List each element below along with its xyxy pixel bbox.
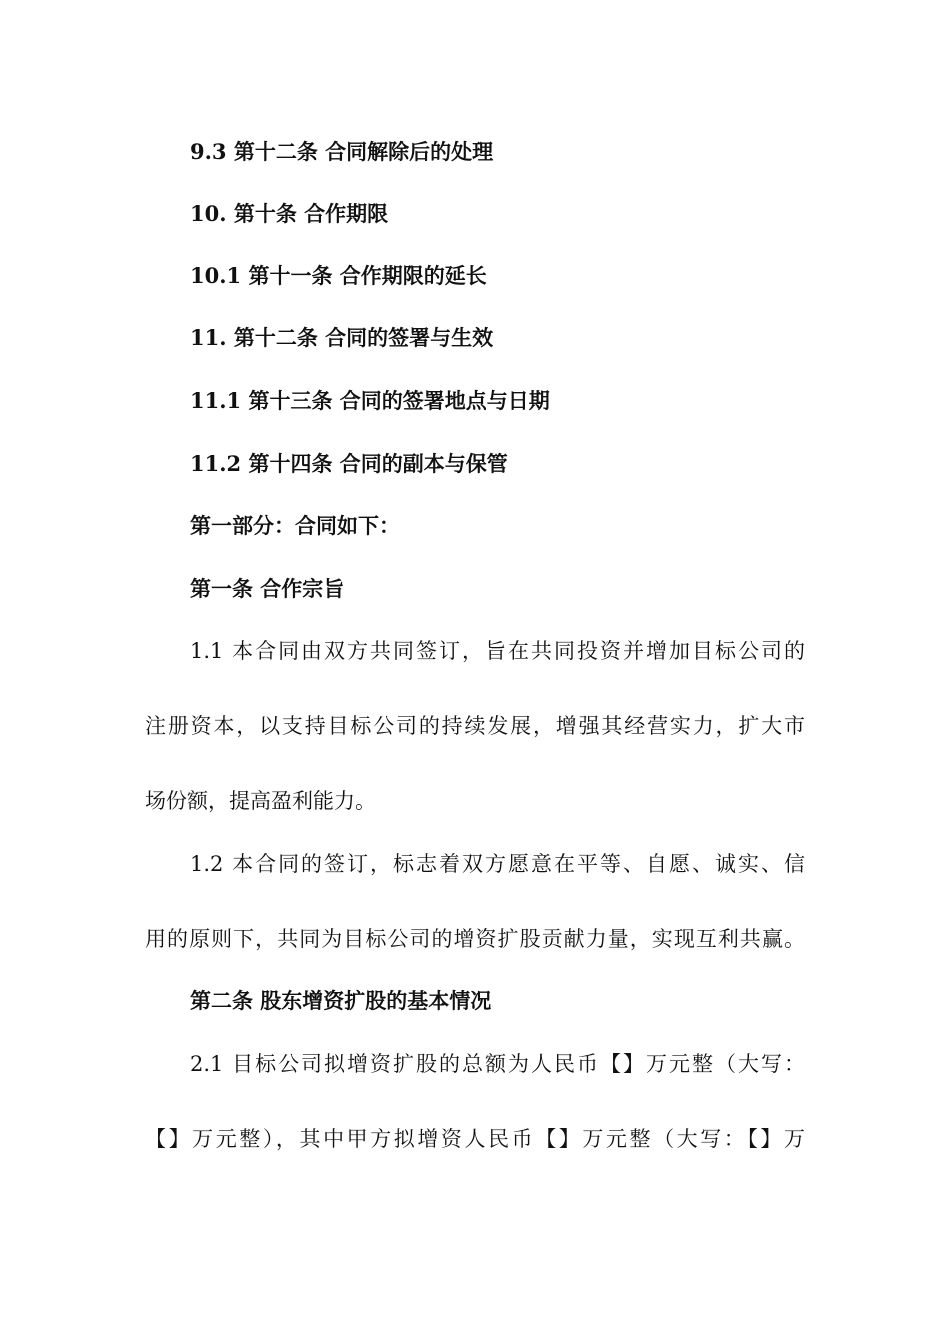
- article-1-p1-line2: 注册资本，以支持目标公司的持续发展，增强其经营实力，扩大市: [145, 714, 805, 738]
- heading-11: 11. 第十二条 合同的签署与生效: [190, 325, 494, 350]
- article-1-p1-line3: 场份额，提高盈利能力。: [145, 789, 376, 813]
- article-1-p1-line1: 1.1 本合同由双方共同签订，旨在共同投资并增加目标公司的: [190, 639, 805, 663]
- article-2-heading: 第二条 股东增资扩股的基本情况: [190, 988, 492, 1013]
- heading-10: 10. 第十条 合作期限: [190, 201, 389, 226]
- heading-11-2: 11.2 第十四条 合同的副本与保管: [190, 451, 508, 476]
- part-one-heading: 第一部分：合同如下：: [190, 513, 400, 538]
- article-2-p1-line1: 2.1 目标公司拟增资扩股的总额为人民币【】万元整（大写：: [190, 1052, 805, 1076]
- heading-10-1: 10.1 第十一条 合作期限的延长: [190, 263, 487, 288]
- article-1-heading: 第一条 合作宗旨: [190, 576, 345, 601]
- article-1-p2-line1: 1.2 本合同的签订，标志着双方愿意在平等、自愿、诚实、信: [190, 852, 805, 876]
- heading-11-1: 11.1 第十三条 合同的签署地点与日期: [190, 388, 550, 413]
- article-1-p2-line2: 用的原则下，共同为目标公司的增资扩股贡献力量，实现互利共赢。: [145, 927, 805, 951]
- article-2-p1-line2: 【】万元整），其中甲方拟增资人民币【】万元整（大写：【】万: [145, 1127, 805, 1151]
- heading-9-3: 9.3 第十二条 合同解除后的处理: [190, 139, 494, 164]
